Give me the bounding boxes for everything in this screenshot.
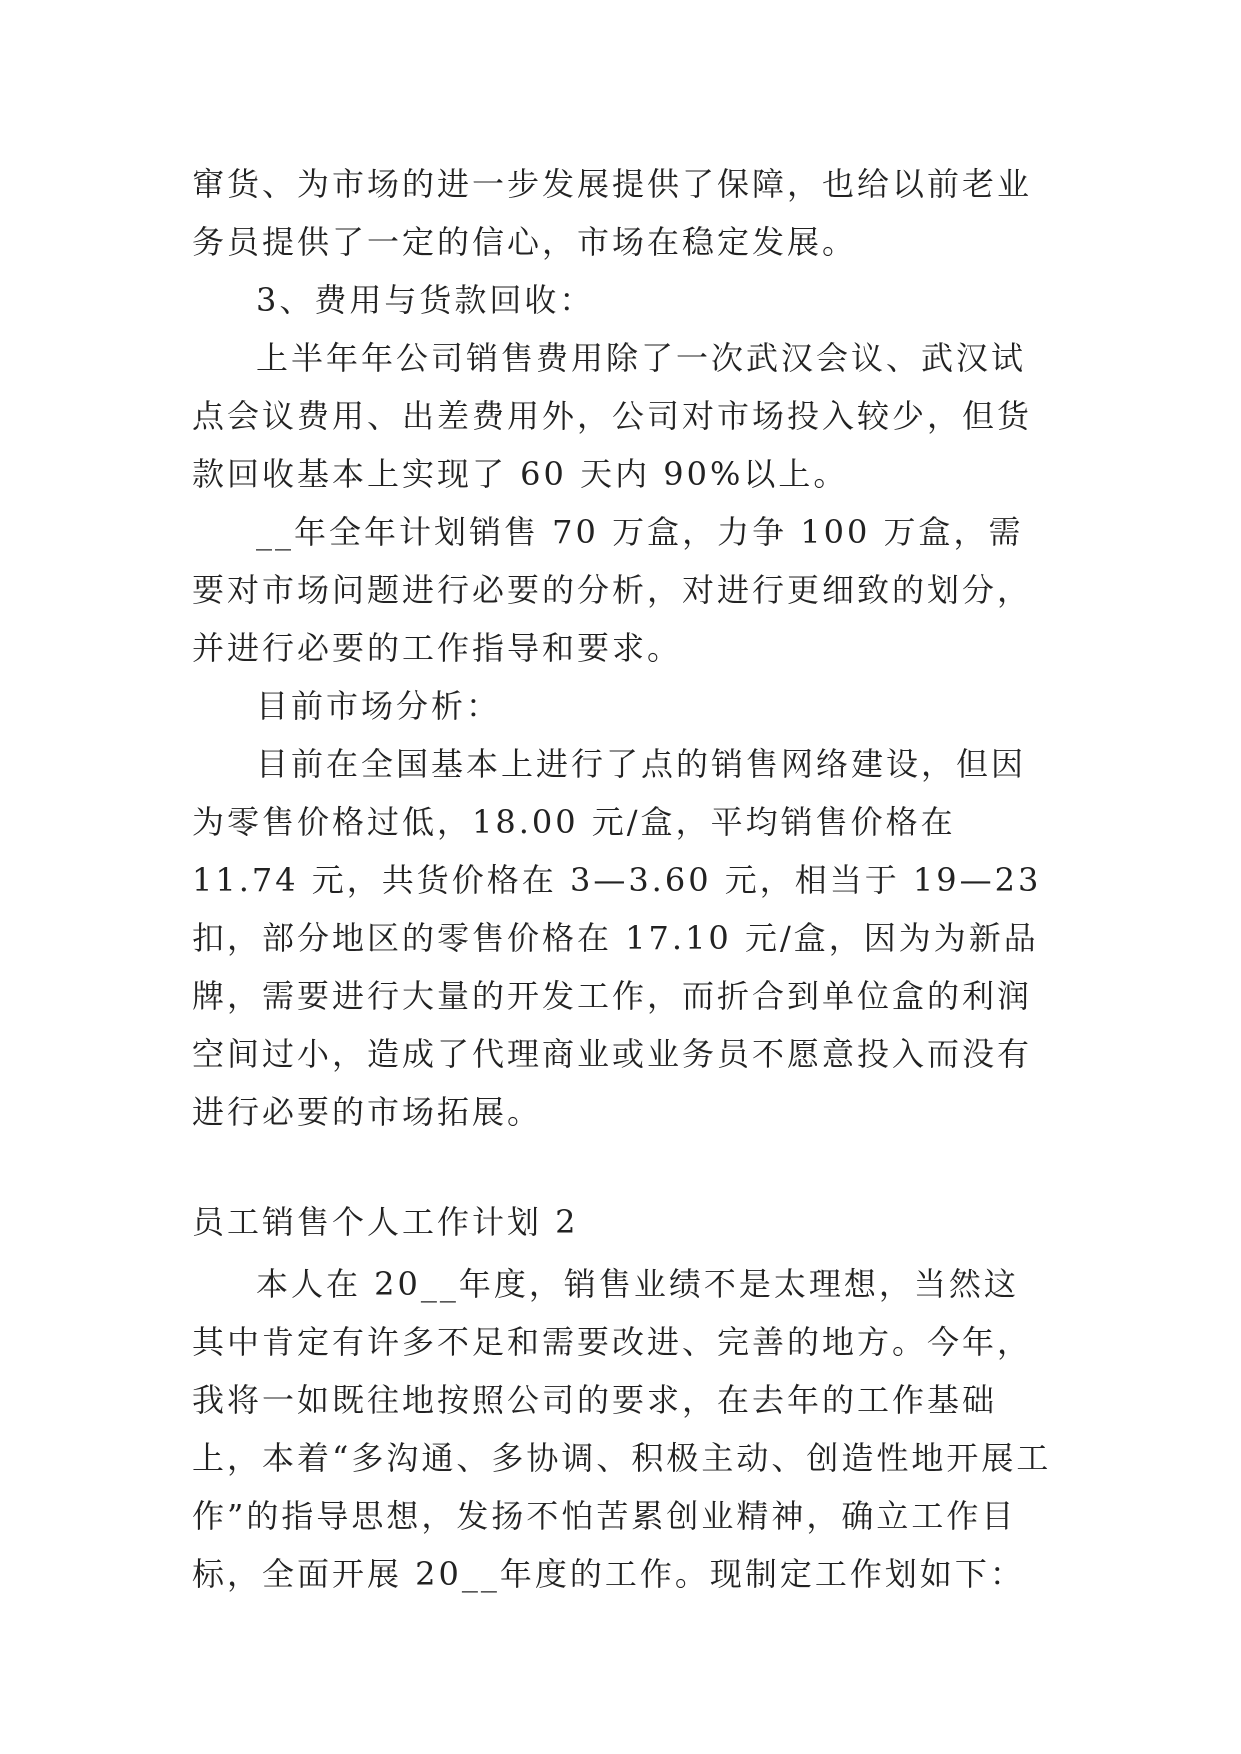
paragraph-expenses: 上半年年公司销售费用除了一次武汉会议、武汉试点会议费用、出差费用外，公司对市场投入较少，但货款回收基本上实现了 60 天内 90%以上。 bbox=[192, 339, 1033, 493]
paragraph-continuation: 窜货、为市场的进一步发展提供了保障，也给以前老业务员提供了一定的信心，市场在稳定发展。 bbox=[192, 165, 1033, 261]
section-title: 员工销售个人工作计划 2 bbox=[192, 1203, 579, 1241]
document-body bbox=[192, 155, 1052, 1603]
paragraph-annual-plan: __年全年计划销售 70 万盒，力争 100 万盒，需要对市场问题进行必要的分析，对进行更细致的划分，并进行必要的工作指导和要求。 bbox=[192, 513, 1033, 667]
subheading-market-analysis: 目前市场分析： bbox=[256, 687, 502, 725]
paragraph-plan-intro: 本人在 20__年度，销售业绩不是太理想，当然这其中肯定有许多不足和需要改进、完善的地方。今年，我将一如既往地按照公司的要求，在去年的工作基础上，本着“多沟通、多协调、积极主动、创造性地开展工作”的指导思想，发扬不怕苦累创业精神，确立工作目标，全面开展 20__年度的工作。现制定工作划如下： bbox=[192, 1265, 1052, 1593]
paragraph-market-analysis: 目前在全国基本上进行了点的销售网络建设，但因为零售价格过低，18.00 元/盒，平均销售价格在 11.74 元，共货价格在 3—3.60 元，相当于 19—23 扣，部分地区的零售价格在 17.10 元/盒，因为为新品牌，需要进行大量的开发工作，而折合到单位盒的利润空间过小，造成了代理商业或业务员不愿意投入而没有进行必要的市场拓展。 bbox=[192, 745, 1042, 1131]
subheading-expenses: 3、费用与货款回收： bbox=[256, 281, 595, 319]
